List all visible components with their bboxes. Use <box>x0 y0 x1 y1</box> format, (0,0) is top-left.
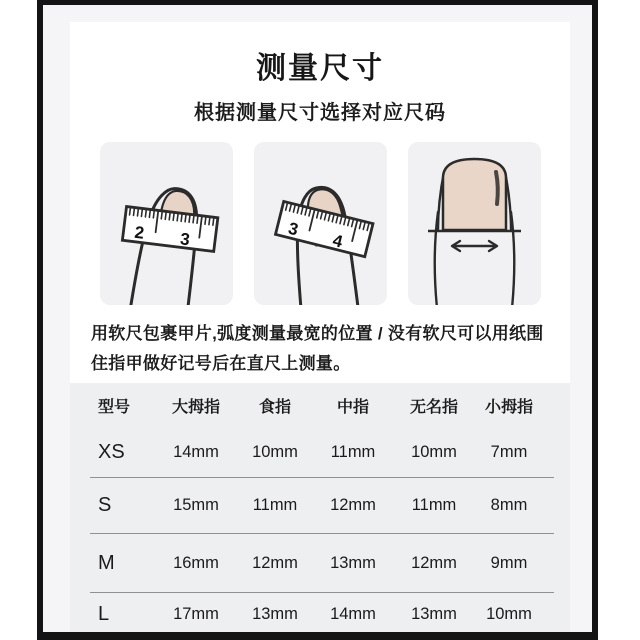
measurement-value: 7mm <box>490 442 528 461</box>
content-panel <box>70 22 570 632</box>
size-label: S <box>98 494 112 516</box>
measurement-value: 10mm <box>411 442 457 461</box>
nail-width-drawing-icon <box>408 142 541 305</box>
tape-number: 3 <box>285 218 300 240</box>
measurement-value: 12mm <box>411 553 457 572</box>
size-guide-card <box>37 0 598 640</box>
column-header-ring: 无名指 <box>409 398 458 416</box>
measurement-value: 11mm <box>411 496 457 514</box>
measurement-value: 12mm <box>330 496 376 514</box>
page-title: 测量尺寸 <box>256 52 384 85</box>
column-header-pinky: 小拇指 <box>484 398 533 416</box>
finger-tape-drawing-icon <box>100 142 233 305</box>
size-table <box>70 383 570 632</box>
measurement-value: 11mm <box>252 496 298 514</box>
column-header-model: 型号 <box>98 398 131 416</box>
measurement-value: 13mm <box>252 604 298 623</box>
table-row-m <box>70 534 570 592</box>
illustration-tape-wrap-1 <box>100 142 233 305</box>
illustration-tape-wrap-2 <box>254 142 387 305</box>
instructions-line-2: 住指甲做好记号后在直尺上测量。 <box>91 354 351 373</box>
measurement-value: 10mm <box>252 442 298 461</box>
tape-number: 3 <box>178 229 191 250</box>
table-row-l <box>70 593 570 635</box>
column-header-index: 食指 <box>258 398 291 416</box>
size-table-header-row <box>70 383 570 427</box>
illustration-nail-width <box>408 142 541 305</box>
column-header-thumb: 大拇指 <box>171 398 220 416</box>
table-row-s <box>70 478 570 533</box>
measurement-value: 13mm <box>330 553 376 572</box>
tape-number: 4 <box>330 230 345 252</box>
width-arrow-icon <box>452 241 497 251</box>
measurement-value: 9mm <box>490 553 528 572</box>
size-label: L <box>98 602 110 625</box>
instructions-line-1: 用软尺包裹甲片,弧度测量最宽的位置 / 没有软尺可以用纸围 <box>91 324 544 343</box>
measurement-value: 12mm <box>252 553 298 572</box>
measurement-value: 8mm <box>490 496 528 514</box>
tape-number: 2 <box>133 222 145 243</box>
measurement-value: 13mm <box>411 604 457 623</box>
page-subtitle: 根据测量尺寸选择对应尺码 <box>194 102 446 124</box>
measurement-value: 15mm <box>173 496 219 514</box>
measurement-value: 16mm <box>173 553 219 572</box>
measurement-value: 14mm <box>173 442 219 461</box>
measurement-instructions <box>91 319 556 379</box>
finger-tape-drawing-icon <box>254 142 387 305</box>
size-label: XS <box>98 440 125 463</box>
table-row-xs <box>70 427 570 477</box>
measurement-value: 17mm <box>173 604 219 623</box>
size-label: M <box>98 551 115 574</box>
measurement-illustrations <box>70 142 570 305</box>
measurement-value: 14mm <box>330 604 376 623</box>
measurement-value: 10mm <box>486 604 532 623</box>
column-header-middle: 中指 <box>336 398 369 416</box>
measurement-value: 11mm <box>330 442 376 461</box>
